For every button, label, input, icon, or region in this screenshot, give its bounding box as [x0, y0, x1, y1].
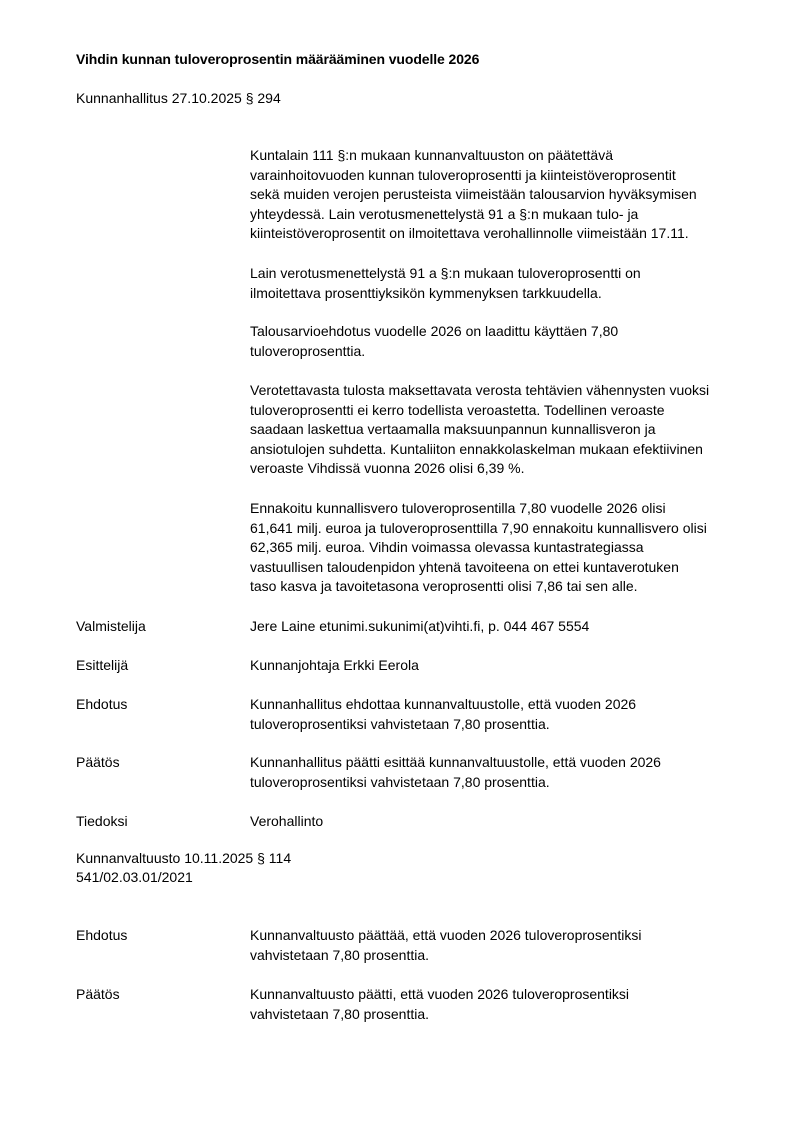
- paragraph-line: Verotettavasta tulosta maksettavata verosta tehtävien vähennysten vuoksi: [250, 382, 710, 398]
- field-label: Päätös: [76, 986, 120, 1002]
- field-label: Ehdotus: [76, 927, 128, 943]
- paragraph-line: saadaan laskettua vertaamalla maksuunpannun kunnallisveron ja: [250, 421, 656, 437]
- decision-line: Kunnanhallitus päätti esittää kunnanvaltuustolle, että vuoden 2026: [250, 754, 661, 770]
- field-value: [250, 656, 419, 676]
- board-body-paragraph-1: [250, 146, 750, 244]
- paragraph-line: kiinteistöveroprosentit on ilmoitettava verohallinnolle viimeistään 17.11.: [250, 225, 689, 241]
- board-body-paragraph-4: [250, 381, 750, 479]
- field-label: Ehdotus: [76, 696, 128, 712]
- council-meeting-heading: Kunnanvaltuusto 10.11.2025 § 114: [76, 850, 292, 866]
- paragraph-line: yhteydessä. Lain verotusmenettelystä 91 a §:n mukaan tulo- ja: [250, 205, 639, 222]
- field-value: [250, 753, 661, 792]
- field-value: [250, 695, 636, 734]
- notify-recipient: Verohallinto: [250, 813, 324, 829]
- proposal-line: vahvistetaan 7,80 prosenttia.: [250, 946, 430, 963]
- field-value: [250, 812, 323, 832]
- paragraph-line: 62,365 milj. euroa. Vihdin voimassa olevassa kuntastrategiassa: [250, 539, 644, 555]
- proposal-line: tuloveroprosentiksi vahvistetaan 7,80 prosenttia.: [250, 715, 550, 732]
- paragraph-line: Talousarvioehdotus vuodelle 2026 on laadittu käyttäen 7,80: [250, 323, 619, 339]
- paragraph-line: varainhoitovuoden kunnan tuloveroprosentti ja kiinteistöveroprosentit: [250, 166, 676, 183]
- board-body-paragraph-5: [250, 499, 750, 597]
- field-value: [250, 985, 629, 1024]
- paragraph-line: taso kasva ja tavoitetasona veroprosentti olisi 7,86 tai sen alle.: [250, 578, 638, 594]
- decision-line: Kunnanvaltuusto päätti, että vuoden 2026 tuloveroprosentiksi: [250, 986, 630, 1002]
- paragraph-line: ansiotulojen suhdetta. Kuntaliiton ennakkolaskelman mukaan efektiivinen: [250, 440, 703, 457]
- paragraph-line: sekä muiden verojen perusteista viimeistään talousarvion hyväksymisen: [250, 186, 697, 202]
- proposal-line: Kunnanvaltuusto päättää, että vuoden 2026 tuloveroprosentiksi: [250, 927, 642, 943]
- field-label: Valmistelija: [76, 618, 146, 634]
- paragraph-line: Ennakoitu kunnallisvero tuloveroprosentilla 7,80 vuodelle 2026 olisi: [250, 500, 666, 516]
- field-label: Päätös: [76, 754, 120, 770]
- field-label: Tiedoksi: [76, 813, 128, 829]
- decision-line: tuloveroprosentiksi vahvistetaan 7,80 prosenttia.: [250, 773, 550, 790]
- presenter-info: Kunnanjohtaja Erkki Eerola: [250, 657, 419, 673]
- preparer-info: Jere Laine etunimi.sukunimi(at)vihti.fi, p. 044 467 5554: [250, 618, 590, 634]
- board-meeting-heading: Kunnanhallitus 27.10.2025 § 294: [76, 90, 281, 106]
- paragraph-line: veroaste Vihdissä vuonna 2026 olisi 6,39 %.: [250, 460, 525, 476]
- paragraph-line: vastuullisen taloudenpidon yhtenä tavoiteena on ettei kuntaverotuken: [250, 558, 679, 575]
- paragraph-line: ilmoitettava prosenttiyksikön kymmenyksen tarkkuudella.: [250, 284, 602, 301]
- paragraph-line: 61,641 milj. euroa ja tuloveroprosenttilla 7,90 ennakoitu kunnallisvero olisi: [250, 519, 707, 536]
- board-body-paragraph-3: [250, 322, 750, 361]
- field-value: [250, 926, 642, 965]
- field-label: Esittelijä: [76, 657, 129, 673]
- field-value: [250, 617, 589, 637]
- paragraph-line: Lain verotusmenettelystä 91 a §:n mukaan tuloveroprosentti on: [250, 265, 641, 281]
- paragraph-line: Kuntalain 111 §:n mukaan kunnanvaltuuston on päätettävä: [250, 147, 613, 163]
- paragraph-line: tuloveroprosenttia.: [250, 342, 366, 359]
- proposal-line: Kunnanhallitus ehdottaa kunnanvaltuustolle, että vuoden 2026: [250, 696, 637, 712]
- paragraph-line: tuloveroprosentti ei kerro todellista veroastetta. Todellinen veroaste: [250, 401, 665, 418]
- document-title: Vihdin kunnan tuloveroprosentin määrääminen vuodelle 2026: [76, 51, 480, 67]
- decision-line: vahvistetaan 7,80 prosenttia.: [250, 1005, 430, 1022]
- council-record-id: 541/02.03.01/2021: [76, 869, 193, 885]
- board-body-paragraph-2: [250, 264, 750, 303]
